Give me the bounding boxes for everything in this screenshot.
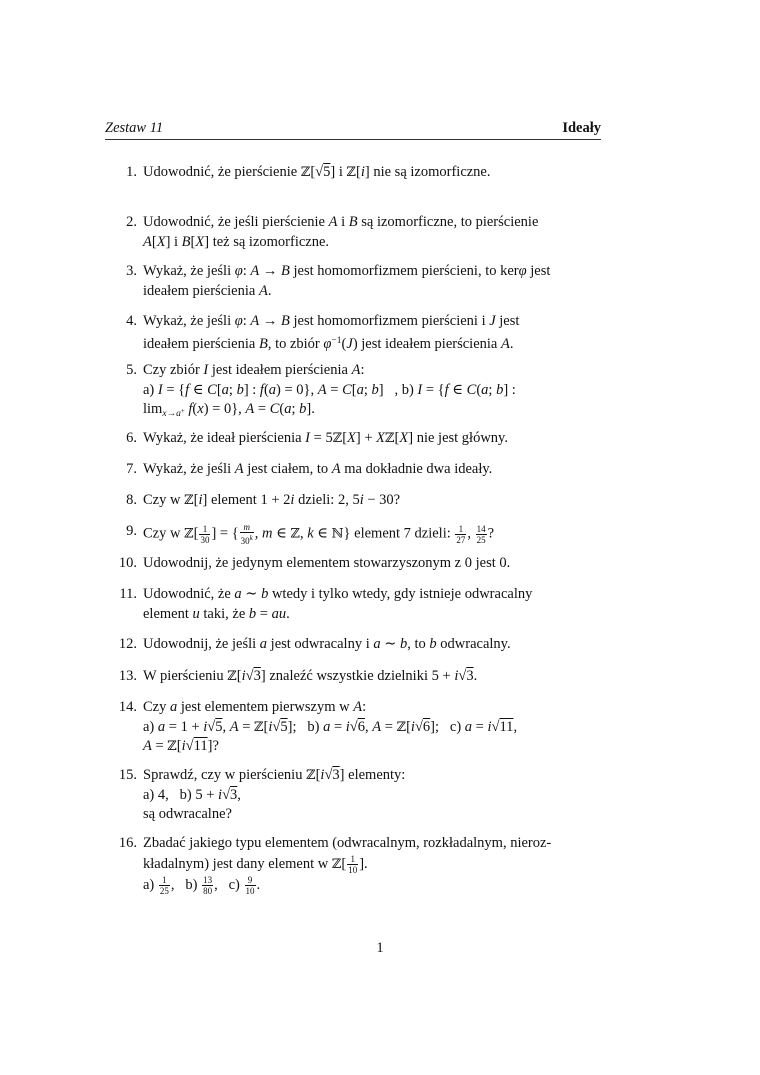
problem-number: 15. bbox=[118, 767, 137, 783]
problem-number: 3. bbox=[126, 263, 137, 279]
problem-6: 6. Wykaż, że ideał pierścienia I = 5ℤ[X] + Xℤ[X] nie jest główny. bbox=[105, 429, 601, 449]
problem-number: 2. bbox=[126, 214, 137, 230]
problem-text: Udowodnij, że jedynym elementem stowarzyszonym z 0 jest 0. bbox=[143, 555, 511, 571]
problem-text: odwracalny. bbox=[440, 636, 511, 652]
problem-5: 5. Czy zbiór I jest ideałem pierścienia A: a) I = {f ∈ C[a; b] : f(a) = 0}, A = C[a; b] , b) I = {f ∈ C(a; b] : $\lim_{x\to a^+} f(x) = 0$}, A = C(a; b]. bbox=[105, 361, 601, 425]
problem-number: 8. bbox=[126, 492, 137, 508]
problem-text: Udowodnić, że pierścienie bbox=[143, 164, 298, 180]
problem-text: wtedy i tylko wtedy, gdy istnieje odwracalny bbox=[271, 586, 533, 602]
problem-text: jest homomorfizmem pierścieni i bbox=[293, 313, 486, 329]
problem-text: elementy: bbox=[348, 767, 406, 783]
problem-text: Zbadać jakiego typu elementem (odwracalnym, rozkładalnym, nieroz- bbox=[143, 835, 552, 851]
problem-13: 13. W pierścieniu ℤ[i√3] znaleźć wszystkie dzielniki 5 + i√3. bbox=[105, 667, 601, 687]
problem-number: 9. bbox=[126, 523, 137, 539]
problem-number: 13. bbox=[118, 668, 137, 684]
problem-text: Czy w bbox=[143, 492, 181, 508]
problem-15: 15. Sprawdź, czy w pierścieniu ℤ[i√3] elementy: a) 4, b) 5 + i√3, są odwracalne? bbox=[105, 766, 601, 825]
problem-text: Czy bbox=[143, 699, 167, 715]
problem-11: 11. Udowodnić, że a ∼ b wtedy i tylko wtedy, gdy istnieje odwracalny element u taki, że b = au. bbox=[105, 585, 601, 624]
problem-text: W pierścieniu bbox=[143, 668, 224, 684]
problem-text: jest ideałem pierścienia bbox=[361, 335, 498, 352]
problem-14: 14. Czy a jest elementem pierwszym w A: a) a = 1 + i√5, A = ℤ[i√5]; b) a = i√6, A = ℤ[i√6]; c) a = i√11, A = ℤ[i√11]? bbox=[105, 698, 601, 757]
header-topic: Ideały bbox=[562, 120, 601, 136]
problem-number: 14. bbox=[118, 699, 137, 715]
problem-text: Wykaż, że jeśli bbox=[143, 461, 232, 477]
problem-text: element bbox=[143, 605, 189, 622]
problem-text: Udowodnij, że jeśli bbox=[143, 636, 257, 652]
problem-text: Wykaż, że jeśli bbox=[143, 313, 232, 329]
problem-text: element 7 dzieli: bbox=[354, 525, 451, 542]
problem-number: 7. bbox=[126, 461, 137, 477]
problem-text: jest elementem pierwszym w bbox=[180, 699, 350, 715]
problem-10 bbox=[105, 554, 601, 574]
problem-text: Czy w bbox=[143, 525, 181, 542]
problem-text: element bbox=[210, 492, 257, 508]
problem-text: są odwracalne? bbox=[143, 806, 232, 822]
problem-text: jest homomorfizmem pierścieni, to ker bbox=[293, 263, 519, 279]
problem-text: nie jest główny. bbox=[416, 430, 508, 446]
problem-number: 5. bbox=[126, 362, 137, 378]
problem-16: 16. Zbadać jakiego typu elementem (odwracalnym, rozkładalnym, nieroz- kładalnym) jest dany element w ℤ[ $\frac{1}{10}$ ]. a) $\frac{1}{25}$ , b) $\frac{13}{80}$ , c) $\frac{9}{10}$ . bbox=[105, 834, 601, 896]
problem-2: 2. Udowodnić, że jeśli pierścienie A i B są izomorficzne, to pierścienie A[X] i B[X] też są izomorficzne. bbox=[105, 213, 601, 252]
problem-number: 10. bbox=[118, 555, 137, 571]
problem-text: jest bbox=[530, 263, 551, 279]
problem-number: 16. bbox=[118, 835, 137, 851]
problem-9: 9. Czy w ℤ[ $\frac{1}{30}$ ] = { $\frac{m}{30^k}$ , m ∈ ℤ, k ∈ ℕ} element 7 dzieli: $\frac{1}{27}$ , $\frac{14}{25}$ ? bbox=[105, 522, 601, 546]
problem-text: są izomorficzne, to pierścienie bbox=[361, 214, 539, 230]
problem-text: Wykaż, że ideał pierścienia bbox=[143, 430, 302, 446]
problem-text: ma dokładnie dwa ideały. bbox=[344, 461, 493, 477]
problem-text: nie są izomorficzne. bbox=[373, 164, 491, 180]
problem-text: znaleźć wszystkie dzielniki bbox=[269, 668, 428, 684]
problem-7: 7. Wykaż, że jeśli A jest ciałem, to A ma dokładnie dwa ideały. bbox=[105, 460, 601, 480]
header-rule bbox=[105, 139, 601, 140]
problem-number: 4. bbox=[126, 313, 137, 329]
problem-12: 12. Udowodnij, że jeśli a jest odwracalny i a ∼ b, to b odwracalny. bbox=[105, 635, 601, 655]
page-number: 1 bbox=[376, 940, 384, 956]
problem-text: Sprawdź, czy w pierścieniu bbox=[143, 767, 303, 783]
header-set-label: Zestaw 11 bbox=[105, 120, 164, 136]
problem-text: dzieli: bbox=[298, 492, 335, 508]
problem-number: 12. bbox=[118, 636, 137, 652]
problem-number: 11. bbox=[119, 586, 137, 602]
problem-text: jest ideałem pierścienia bbox=[211, 362, 348, 378]
problem-number: 6. bbox=[126, 430, 137, 446]
problem-text: taki, że bbox=[203, 605, 246, 622]
problem-8: 8. Czy w ℤ[i] element 1 + 2i dzieli: 2, 5i − 30? bbox=[105, 491, 601, 511]
problem-text: kładalnym) jest dany element w bbox=[143, 855, 329, 872]
problem-text: jest odwracalny i bbox=[270, 636, 370, 652]
problem-text: Udowodnić, że bbox=[143, 586, 231, 602]
problem-3: 3. Wykaż, że jeśli φ: A → B jest homomorfizmem pierścieni, to kerφ jest ideałem pierścienia A. bbox=[105, 262, 601, 301]
problem-text: to zbiór bbox=[275, 335, 320, 352]
problem-number: 1. bbox=[126, 164, 137, 180]
problem-text: jest ciałem, to bbox=[247, 461, 329, 477]
problem-text: jest bbox=[499, 313, 520, 329]
problem-text: to bbox=[414, 636, 426, 652]
problem-text: Czy zbiór bbox=[143, 362, 200, 378]
problem-4: 4. Wykaż, że jeśli φ: A → B jest homomorfizmem pierścieni i J jest ideałem pierścienia B, to zbiór $\varphi^{-1}(J)$ jest ideałem pierścienia A. bbox=[105, 312, 601, 354]
problem-text: ideałem pierścienia bbox=[143, 282, 256, 299]
problem-text: Wykaż, że jeśli bbox=[143, 263, 232, 279]
problem-text: ideałem pierścienia bbox=[143, 335, 256, 352]
page-header bbox=[105, 120, 601, 140]
problem-1: 1. Udowodnić, że pierścienie ℤ[√5] i ℤ[i] nie są izomorficzne. bbox=[105, 163, 601, 183]
problem-text: też są izomorficzne. bbox=[212, 233, 330, 250]
problem-text: Udowodnić, że jeśli pierścienie bbox=[143, 214, 325, 230]
